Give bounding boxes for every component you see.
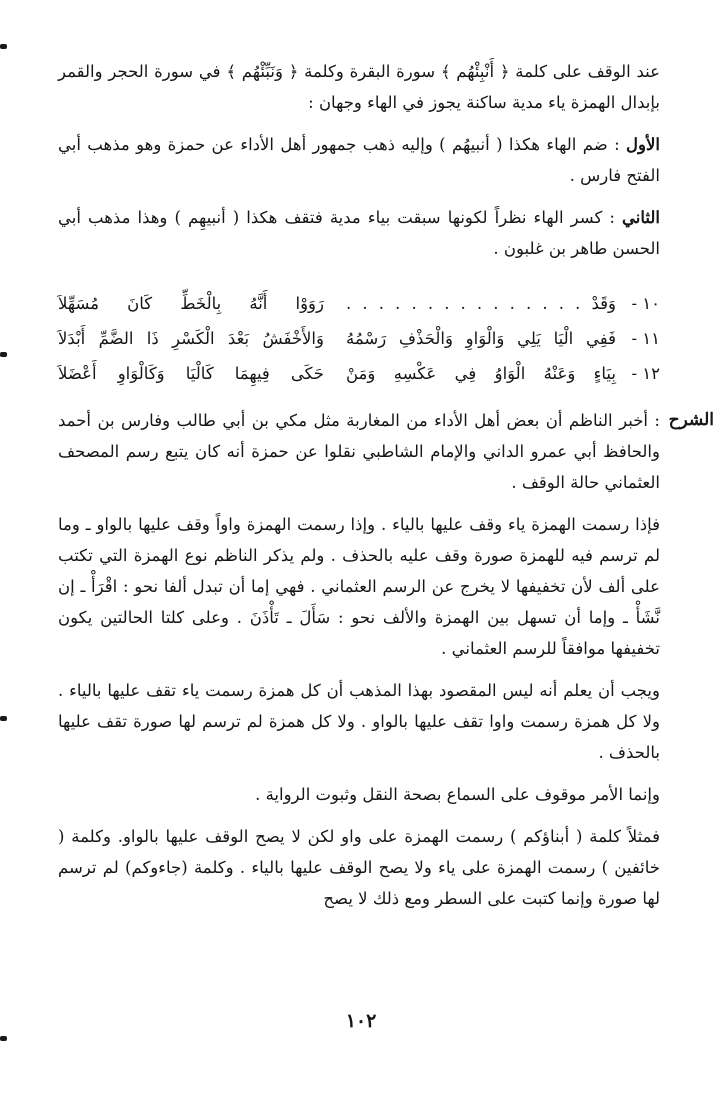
binding-mark: [0, 44, 7, 49]
verse-number: ١٢ -: [631, 364, 660, 383]
commentary-paragraph-5: فمثلاً كلمة ( أبناؤكم ) رسمت الهمزة على واو لكن لا يصح الوقف عليها بالواو. وكلمة ( خائفين ) رسمت الهمزة على ياء ولا يصح الوقف عليها بالياء . وكلمة (جاءوكم) لم ترسم لها صورة وإنما كتبت على السطر ومع ذلك لا يصح: [58, 827, 660, 908]
second-opinion-label: الثاني: [622, 208, 660, 227]
verse-number: ١٠ -: [631, 294, 660, 313]
second-opinion-text: : كسر الهاء نظراً لكونها سبقت بياء مدية فتقف هكذا ( أنبيهِم ) وهذا مذهب أبي الحسن طاهر بن غلبون .: [58, 208, 660, 258]
verse-line: [58, 286, 660, 321]
commentary-section: [58, 405, 714, 914]
verse-line: [58, 321, 660, 356]
binding-mark: [0, 352, 7, 357]
verse-first-half: فَفِي الْيَا يَلِي وَالْوَاوِ وَالْحَذْفِ رَسْمُهُ: [346, 329, 616, 348]
verse-second-half: وَالأَخْفَشُ بَعْدَ الْكَسْرِ ذَا الضَّمِّ أَبْدَلاَ: [58, 329, 324, 348]
verse-first-half: بِيَاءٍ وَعَنْهُ الْوَاوُ فِي عَكْسِهِ وَمَنْ: [346, 364, 616, 383]
verse-second-half: حَكَى فِيهِمَا كَالْيَا وَكَالْوَاوِ أَعْضَلاَ: [58, 364, 324, 383]
second-opinion: [58, 202, 660, 264]
binding-mark: [0, 1036, 7, 1041]
commentary-paragraph-2: فإذا رسمت الهمزة ياء وقف عليها بالياء . وإذا رسمت الهمزة واواً وقف عليها بالواو ـ وما لم ترسم فيه للهمزة صورة وقف عليه بالحذف . ولم يذكر الناظم نوع الهمزة التي تكتب على ألف لأن تخفيفها لا يخرج عن الرسم العثماني . فهي إما أن تبدل ألفا نحو : اقْرَأْ ـ إن نَّشَأْ ـ وإما أن تسهل بين الهمزة والألف نحو : سَأَلَ ـ تَأْذَنَ . وعلى كلتا الحالتين يكون تخفيفها موافقاً للرسم العثماني .: [58, 515, 660, 658]
first-opinion-text: : ضم الهاء هكذا ( أنبيهُم ) وإليه ذهب جمهور أهل الأداء عن حمزة وهو مذهب أبي الفتح فارس .: [58, 135, 660, 185]
commentary-paragraph-3: ويجب أن يعلم أنه ليس المقصود بهذا المذهب أن كل همزة رسمت ياء تقف عليها بالياء . ولا كل همزة رسمت واوا تقف عليها بالواو . ولا كل همزة لم ترسم لها صورة تقف عليها بالحذف .: [58, 681, 660, 762]
page-number: ١٠٢: [345, 1010, 377, 1032]
first-opinion: [58, 129, 660, 191]
first-opinion-label: الأول: [626, 135, 660, 154]
poem-verses: [58, 286, 660, 391]
commentary-paragraph-4: وإنما الأمر موقوف على السماع بصحة النقل وثبوت الرواية .: [255, 785, 660, 804]
commentary-paragraph-1: : أخبر الناظم أن بعض أهل الأداء من المغاربة مثل مكي بن أبي طالب وفارس بن أحمد والحافظ أبي عمرو الداني والإمام الشاطبي نقلوا عن حمزة أنه كان يتبع رسم المصحف العثماني حالة الوقف .: [58, 411, 660, 492]
verse-first-half: وَقَدْ . . . . . . . . . . . . . . .: [346, 294, 616, 313]
verse-number: ١١ -: [631, 329, 660, 348]
verse-line: [58, 356, 660, 391]
intro-paragraph: عند الوقف على كلمة ﴿ أَنْبِئْهُم ﴾ سورة البقرة وكلمة ﴿ وَنَبِّئْهُم ﴾ في سورة الحجر والقمر بإبدال الهمزة ياء مدية ساكنة يجوز في الهاء وجهان :: [58, 62, 660, 112]
verse-second-half: رَوَوْا أَنَّهُ بِالْخَطِّ كَانَ مُسَهِّلاَ: [58, 294, 324, 313]
page-body: [58, 56, 714, 914]
commentary-label: الشرح: [668, 410, 714, 430]
binding-mark: [0, 716, 7, 721]
